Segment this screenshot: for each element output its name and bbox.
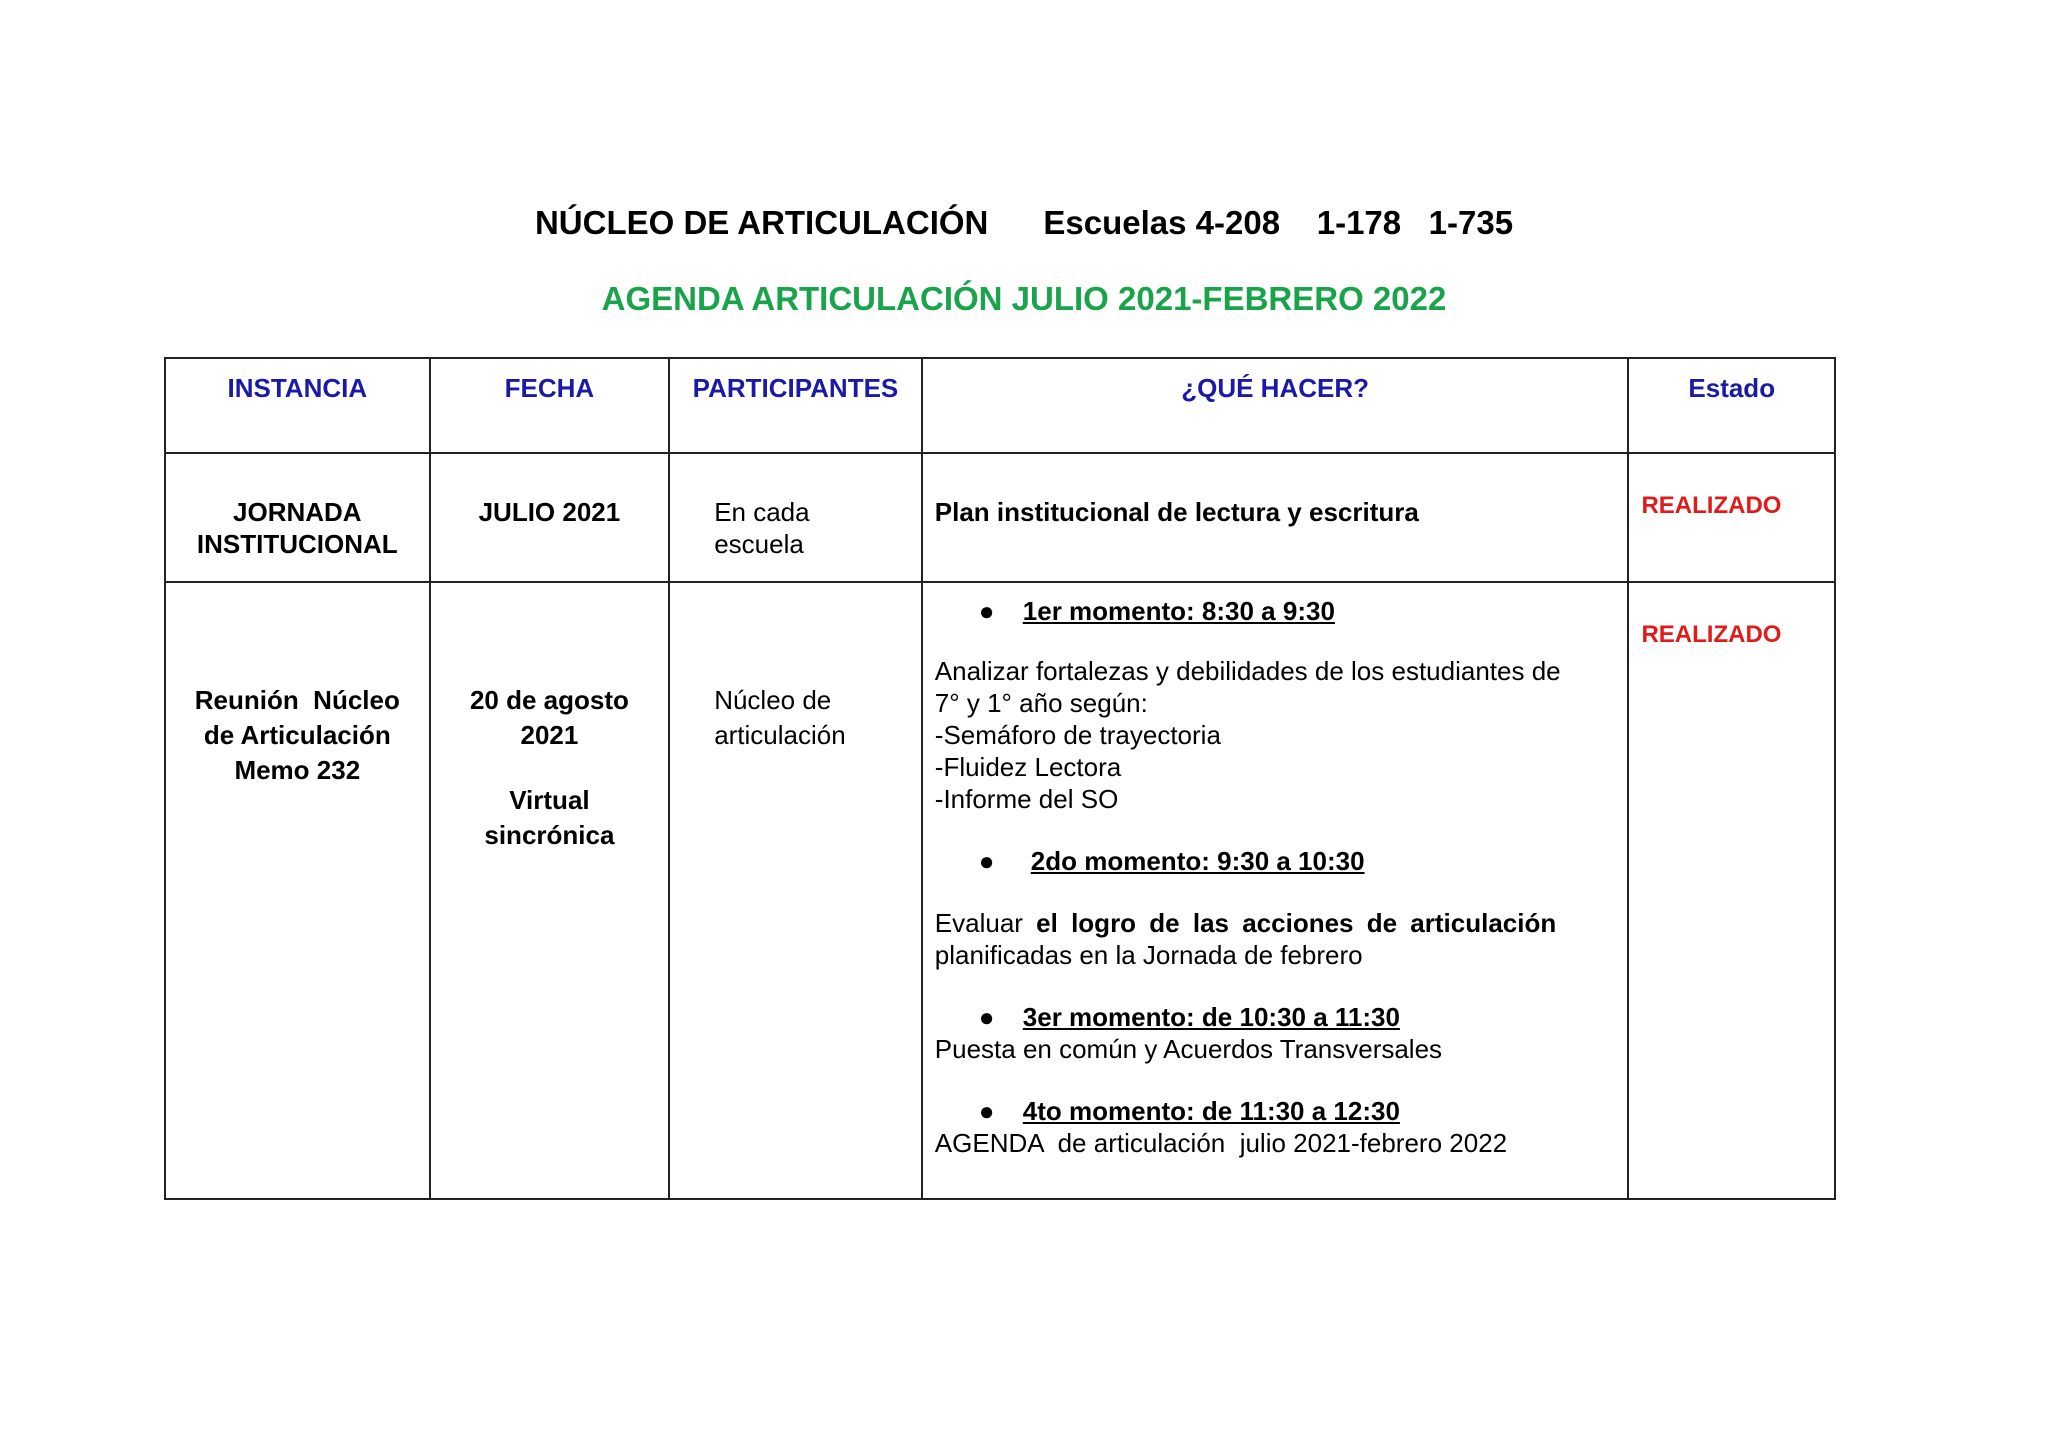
column-header-participantes: PARTICIPANTES — [669, 358, 922, 453]
moment-text: -Fluidez Lectora — [934, 752, 1122, 782]
instancia-cell — [165, 582, 430, 1199]
estado-cell — [1628, 582, 1835, 1199]
moment-heading: ● 3er momento: de 10:30 a 11:30 — [935, 1001, 1616, 1033]
instancia-line: JORNADA — [233, 497, 362, 527]
column-header-estado: Estado — [1628, 358, 1835, 453]
moment-text: Evaluar el logro de las acciones de articulación — [934, 908, 1557, 938]
bullet-icon: ● — [978, 596, 995, 626]
moment-text: Analizar fortalezas y debilidades de los estudiantes de — [934, 656, 1561, 686]
participantes-cell — [669, 453, 922, 582]
moment-text: 7° y 1° año según: — [934, 688, 1148, 718]
participantes-line: escuela — [714, 529, 804, 559]
fecha-modo-line: sincrónica — [484, 820, 615, 850]
page-title: NÚCLEO DE ARTICULACIÓN Escuelas 4-208 1-178 1-735 — [534, 204, 1514, 241]
participantes-cell — [669, 582, 922, 1199]
instancia-line: Reunión Núcleo — [194, 685, 400, 715]
fecha-line: 20 de agosto — [469, 685, 629, 715]
instancia-cell — [165, 453, 430, 582]
moment-text: AGENDA de articulación julio 2021-febrero 2022 — [934, 1128, 1508, 1158]
table-header-row — [165, 358, 1835, 453]
moment-text: -Informe del SO — [934, 784, 1119, 814]
participantes-line: En cada — [714, 497, 810, 527]
fecha-line: 2021 — [520, 720, 579, 750]
column-header-fecha: FECHA — [430, 358, 670, 453]
moment-text: planificadas en la Jornada de febrero — [934, 940, 1363, 970]
participantes-line: Núcleo de — [714, 685, 832, 715]
participantes-line: articulación — [714, 720, 846, 750]
table-row — [165, 453, 1835, 582]
que-hacer-text: Plan institucional de lectura y escritura — [934, 497, 1419, 527]
fecha-modo-line: Virtual — [509, 785, 590, 815]
status-badge: REALIZADO — [1641, 492, 1782, 519]
estado-cell — [1628, 453, 1835, 582]
moment-heading: ● 1er momento: 8:30 a 9:30 — [935, 595, 1616, 627]
moment-text: -Semáforo de trayectoria — [934, 720, 1221, 750]
bullet-icon: ● — [978, 1002, 995, 1032]
instancia-line: INSTITUCIONAL — [196, 529, 398, 559]
bullet-icon: ● — [978, 846, 995, 876]
fecha-cell — [430, 453, 670, 582]
column-header-instancia: INSTANCIA — [165, 358, 430, 453]
que-hacer-cell — [922, 453, 1629, 582]
agenda-title: AGENDA ARTICULACIÓN JULIO 2021-FEBRERO 2022 — [601, 280, 1447, 317]
moment-heading: ● 4to momento: de 11:30 a 12:30 — [935, 1095, 1616, 1127]
instancia-line: Memo 232 — [234, 755, 361, 785]
bullet-icon: ● — [978, 1096, 995, 1126]
column-header-que-hacer: ¿QUÉ HACER? — [922, 358, 1629, 453]
que-hacer-cell — [922, 582, 1629, 1199]
table-row — [165, 582, 1835, 1199]
moment-heading: ● 2do momento: 9:30 a 10:30 — [935, 845, 1616, 877]
agenda-table — [164, 357, 1836, 1200]
instancia-line: de Articulación — [203, 720, 391, 750]
fecha-cell — [430, 582, 670, 1199]
status-badge: REALIZADO — [1641, 621, 1782, 648]
fecha-text: JULIO 2021 — [478, 497, 621, 527]
moment-text: Puesta en común y Acuerdos Transversales — [934, 1034, 1443, 1064]
